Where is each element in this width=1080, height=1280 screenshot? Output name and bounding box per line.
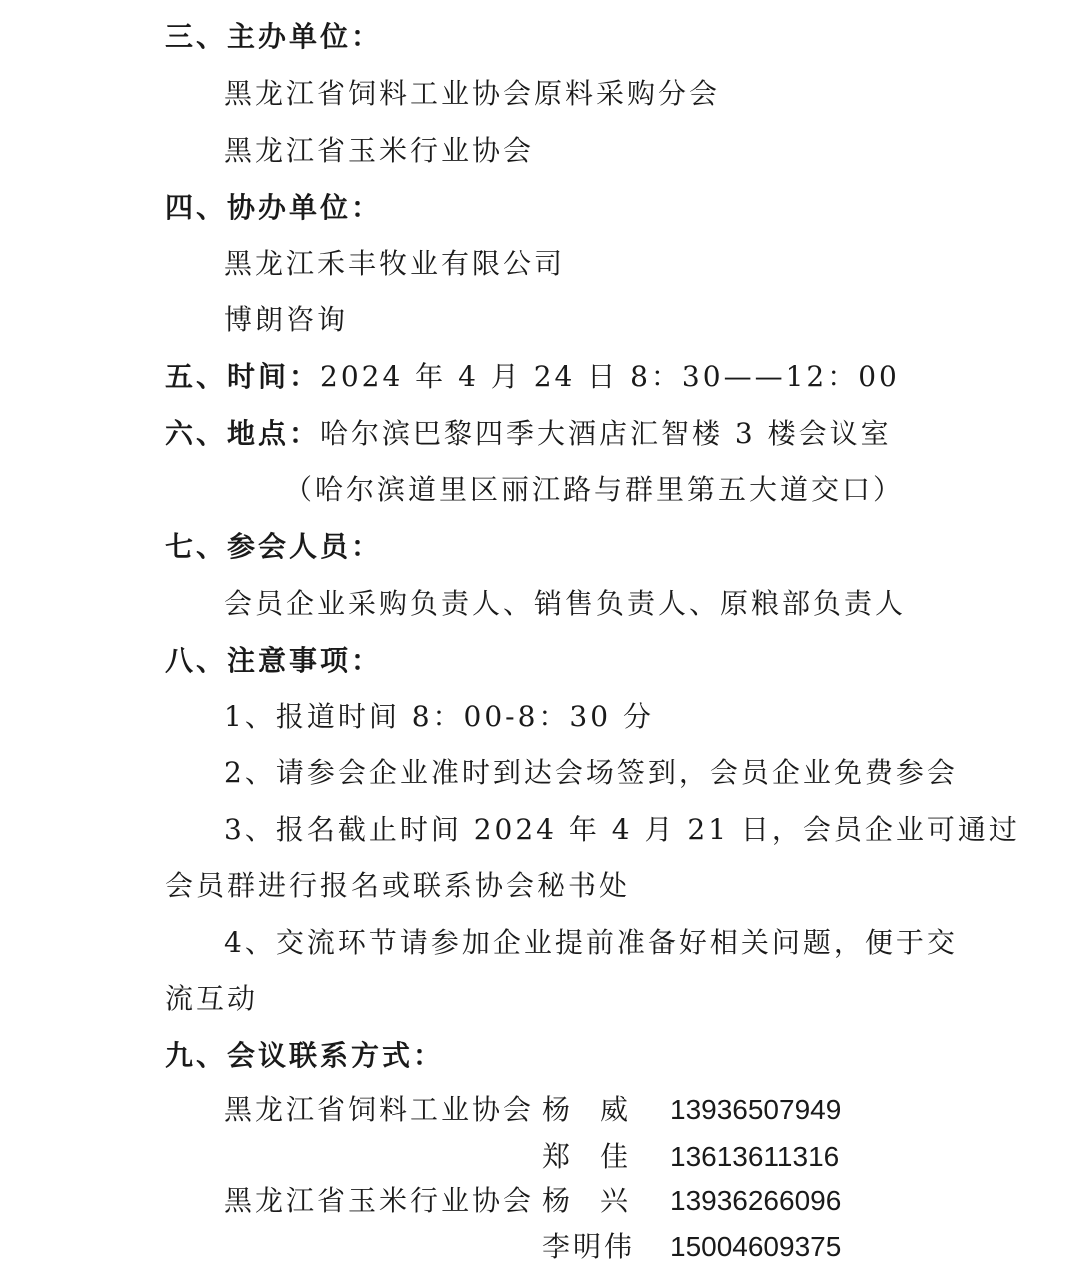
section-3-heading: [165, 17, 382, 57]
section-7-heading: [165, 527, 382, 567]
note-3-line-1: 3、报名截止时间 2024 年 4 月 21 日，会员企业可通过: [224, 813, 1020, 846]
section-3-heading-text: 三、主办单位：: [165, 20, 383, 53]
contact-phone-1: 13936507949: [670, 1094, 842, 1125]
note-2: 2、请参会企业准时到达会场签到，会员企业免费参会: [224, 756, 958, 789]
location-detail: （哈尔滨道里区丽江路与群里第五大道交口）: [284, 473, 905, 506]
section-4-heading-text: 四、协办单位：: [165, 191, 383, 224]
contact-phone-4: 15004609375: [670, 1231, 842, 1262]
contact-phone-3: 13936266096: [670, 1185, 842, 1216]
contact-name-4: 李明伟: [542, 1230, 636, 1263]
attendees-value: 会员企业采购负责人、销售负责人、原粮部负责人: [224, 587, 907, 620]
section-5-time: [165, 357, 900, 397]
section-4-item-1: 黑龙江禾丰牧业有限公司: [224, 247, 566, 280]
section-3-item-2: 黑龙江省玉米行业协会: [224, 134, 535, 167]
note-4-line-1: 4、交流环节请参加企业提前准备好相关问题，便于交: [224, 926, 958, 959]
meeting-time-value: 2024 年 4 月 24 日 8：30——12：00: [320, 360, 900, 393]
section-6-heading: 六、地点：: [165, 417, 321, 450]
section-4-heading: [165, 188, 382, 228]
meeting-location-value: 哈尔滨巴黎四季大酒店汇智楼 3 楼会议室: [320, 417, 892, 450]
contact-name-3: 杨兴: [542, 1184, 659, 1217]
contact-phone-2: 13613611316: [670, 1141, 840, 1172]
note-4-line-2: 流互动: [165, 982, 259, 1015]
section-5-heading: 五、时间：: [165, 360, 321, 393]
section-7-heading-text: 七、参会人员：: [165, 530, 383, 563]
contact-name-2: 郑佳: [542, 1140, 659, 1173]
contact-org-2: 黑龙江省玉米行业协会: [224, 1184, 535, 1217]
note-1: 1、报道时间 8：00-8：30 分: [224, 700, 654, 733]
section-3-item-1: 黑龙江省饲料工业协会原料采购分会: [224, 77, 721, 110]
section-4-item-2: 博朗咨询: [224, 303, 349, 336]
contact-name-1: 杨威: [542, 1093, 659, 1126]
section-9-heading-text: 九、会议联系方式：: [165, 1039, 445, 1072]
section-8-heading-text: 八、注意事项：: [165, 644, 383, 677]
contact-org-1: 黑龙江省饲料工业协会: [224, 1093, 535, 1126]
note-3-line-2: 会员群进行报名或联系协会秘书处: [165, 869, 631, 902]
section-6-location: [165, 414, 892, 454]
section-8-heading: [165, 641, 382, 681]
section-9-heading: [165, 1036, 444, 1076]
